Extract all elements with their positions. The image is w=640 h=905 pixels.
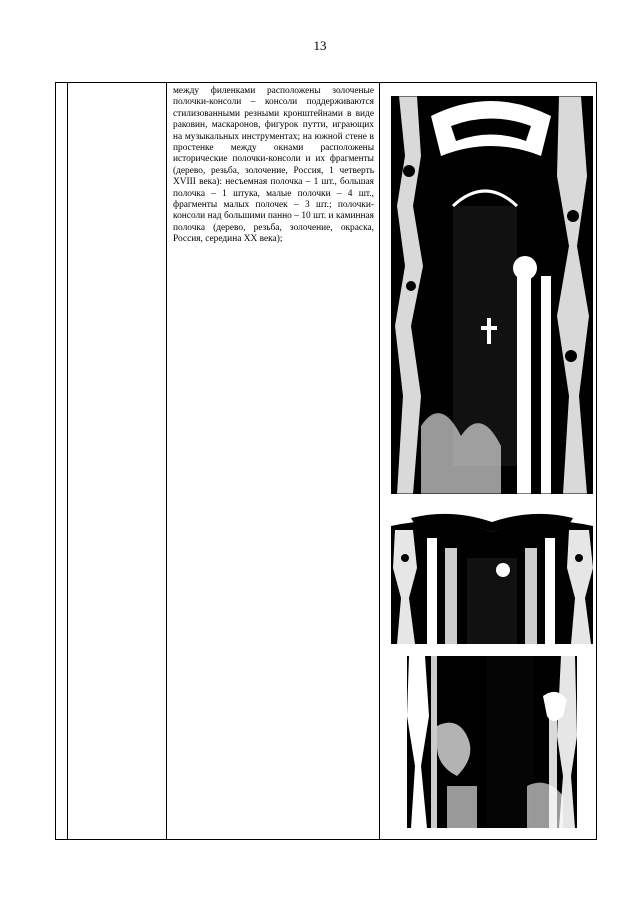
table-cell-description <box>167 83 380 840</box>
photo-interior-2 <box>391 508 593 644</box>
photo-image <box>391 508 593 644</box>
description-text: между филенками расположены золоченые полочки-консоли – консоли поддерживаются стилизованными резными кронштейнами в виде раковин, маскаронов, фигурок путти, играющих на музыкальных инструментах; на южной стене в простенке между окнами расположены исторические полочки-консоли и их фрагменты (дерево, резьба, золочение, Россия, 1 четверть XVIII века): несъемная полочка – 1 шт., большая полочка – 1 штука, малые полочки – 4 шт., фрагменты малых полочек – 3 шт.; полочки-консоли над большими панно – 10 шт. и каминная полочка (дерево, резьба, золочение, окраска, Россия, середина XX века); <box>173 86 374 245</box>
table-cell-index <box>56 83 68 840</box>
table-cell-name <box>68 83 167 840</box>
photo-image <box>391 96 593 494</box>
photo-interior-1 <box>391 96 593 494</box>
page-number: 13 <box>313 38 327 53</box>
photo-image <box>407 656 577 828</box>
photo-interior-3 <box>407 656 577 828</box>
